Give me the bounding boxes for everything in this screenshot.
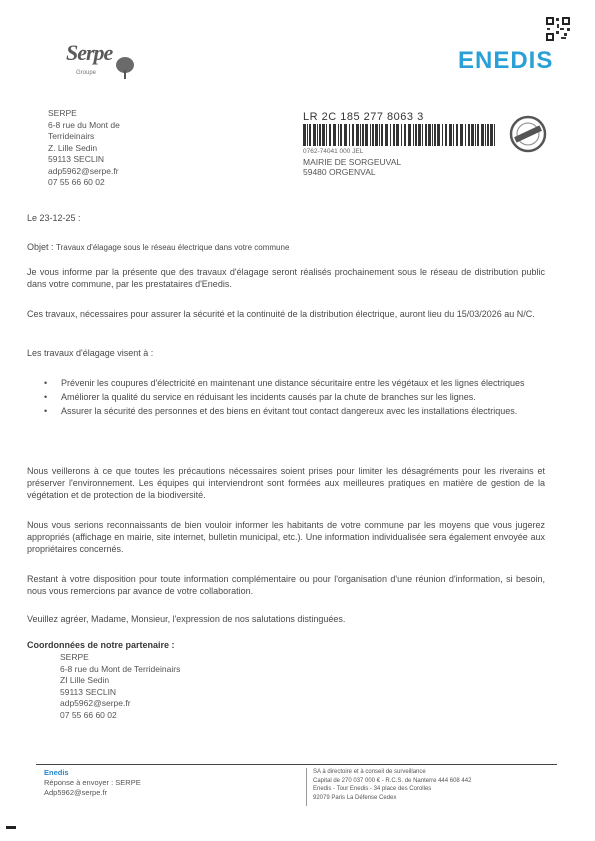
scan-mark <box>6 826 16 829</box>
footer-title: Enedis <box>44 768 69 777</box>
paragraph: Nous veillerons à ce que toutes les précautions nécessaires soient prises pour limiter les désagréments pour les riverains et préserver l'environnement. Les équipes qui interviendront sont formées aux meilleures pratiques en matière de gestion de la végétation et de protection de la biodiversité. <box>27 466 545 500</box>
bullet-icon: • <box>44 392 48 402</box>
footer-legal-line: Enedis - Tour Enedis - 34 place des Corolles <box>313 786 432 792</box>
sender-address <box>48 108 120 189</box>
list-item-text: Améliorer la qualité du service en réduisant les incidents causés par la chute de branches sur les lignes. <box>61 392 476 402</box>
partner-line: SERPE <box>60 652 89 662</box>
closing-salutation: Veuillez agréer, Madame, Monsieur, l'expression de nos salutations distinguées. <box>27 614 346 624</box>
partner-line: 6-8 rue du Mont de Terrideinairs <box>60 663 181 674</box>
sender-line: Terrideinairs <box>48 131 95 141</box>
subject-text: Travaux d'élagage sous le réseau électrique dans votre commune <box>56 243 290 252</box>
footer-legal <box>313 768 471 802</box>
barcode-icon <box>303 124 499 146</box>
footer-left <box>44 768 141 798</box>
sender-line: Z. Lille Sedin <box>48 142 98 153</box>
partner-line: ZI Lille Sedin <box>60 675 110 685</box>
sender-line: SERPE <box>48 108 77 118</box>
serpe-logo-sub: Groupe <box>76 70 97 76</box>
footer-line: Réponse à envoyer : SERPE <box>44 778 141 787</box>
list-item-text: Prévenir les coupures d'électricité en maintenant une distance sécuritaire entre les végétaux et les lignes électriques <box>61 378 525 388</box>
recipient-address <box>303 157 401 177</box>
tree-icon <box>114 56 136 85</box>
bullet-icon: • <box>44 378 48 388</box>
bullet-icon: • <box>44 406 48 416</box>
partner-line: adp5962@serpe.fr <box>60 698 131 708</box>
paragraph: Restant à votre disposition pour toute information complémentaire ou pour l'organisation d'une réunion d'information, si besoin, nous vous remercions par avance de votre collaboration. <box>27 574 545 596</box>
partner-line: 07 55 66 60 02 <box>60 709 117 720</box>
footer-divider <box>306 768 307 806</box>
paragraph: Les travaux d'élagage visent à : <box>27 348 154 358</box>
list-item <box>44 391 544 403</box>
list-item <box>44 377 544 389</box>
letter-subject <box>27 241 545 254</box>
partner-line: 59113 SECLIN <box>60 686 117 697</box>
paragraph: Nous vous serions reconnaissants de bien vouloir informer les habitants de votre commune par les moyens que vous jugerez appropriés (affichage en mairie, site internet, bulletin municipal, etc.). Une information individualisée sera également envoyée aux propriétaires concernés. <box>27 520 545 554</box>
recipient-line: MAIRIE DE SORGEUVAL <box>303 157 402 167</box>
serpe-logo-text: Serpe <box>66 40 113 65</box>
sender-line: 6-8 rue du Mont de <box>48 119 120 130</box>
enedis-logo-text: ENEDIS <box>458 47 554 74</box>
footer-legal-line: 92079 Paris La Défense Cedex <box>313 794 397 801</box>
footer-legal-line: Capital de 270 037 000 € - R.C.S. de Nanterre 444 608 442 <box>313 777 472 784</box>
stamp-seal <box>508 114 548 154</box>
sender-line: 07 55 66 60 02 <box>48 177 105 187</box>
footer-line: Adp5962@serpe.fr <box>44 788 108 797</box>
footer-legal-line: SA à directoire et à conseil de surveillance <box>313 769 426 775</box>
recipient-line: 59480 ORGENVAL <box>303 167 376 177</box>
bullet-list <box>44 377 544 419</box>
sender-line: adp5962@serpe.fr <box>48 165 119 176</box>
subject-label: Objet : <box>27 242 54 252</box>
paragraph: Je vous informe par la présente que des travaux d'élagage seront réalisés prochainement sous le réseau de distribution public dans votre commune, par les prestataires d'Enedis. <box>27 267 545 289</box>
sender-line: 59113 SECLIN <box>48 154 105 164</box>
letter-date: Le 23-12-25 : <box>27 213 81 223</box>
partner-address <box>60 652 180 721</box>
list-item <box>44 405 544 417</box>
qr-code-icon <box>545 16 571 42</box>
enedis-logo <box>458 47 553 75</box>
registered-letter-number: LR 2C 185 277 8063 3 <box>303 111 424 123</box>
partner-title: Coordonnées de notre partenaire : <box>27 640 175 650</box>
paragraph: Ces travaux, nécessaires pour assurer la sécurité et la continuité de la distribution électrique, auront lieu du 15/03/2026 au N/C. <box>27 309 535 319</box>
list-item-text: Assurer la sécurité des personnes et des biens en évitant tout contact dangereux avec les installations électriques. <box>61 406 518 416</box>
barcode-code: 0762-74041 000 JEL <box>303 148 364 155</box>
serpe-logo <box>64 40 144 88</box>
